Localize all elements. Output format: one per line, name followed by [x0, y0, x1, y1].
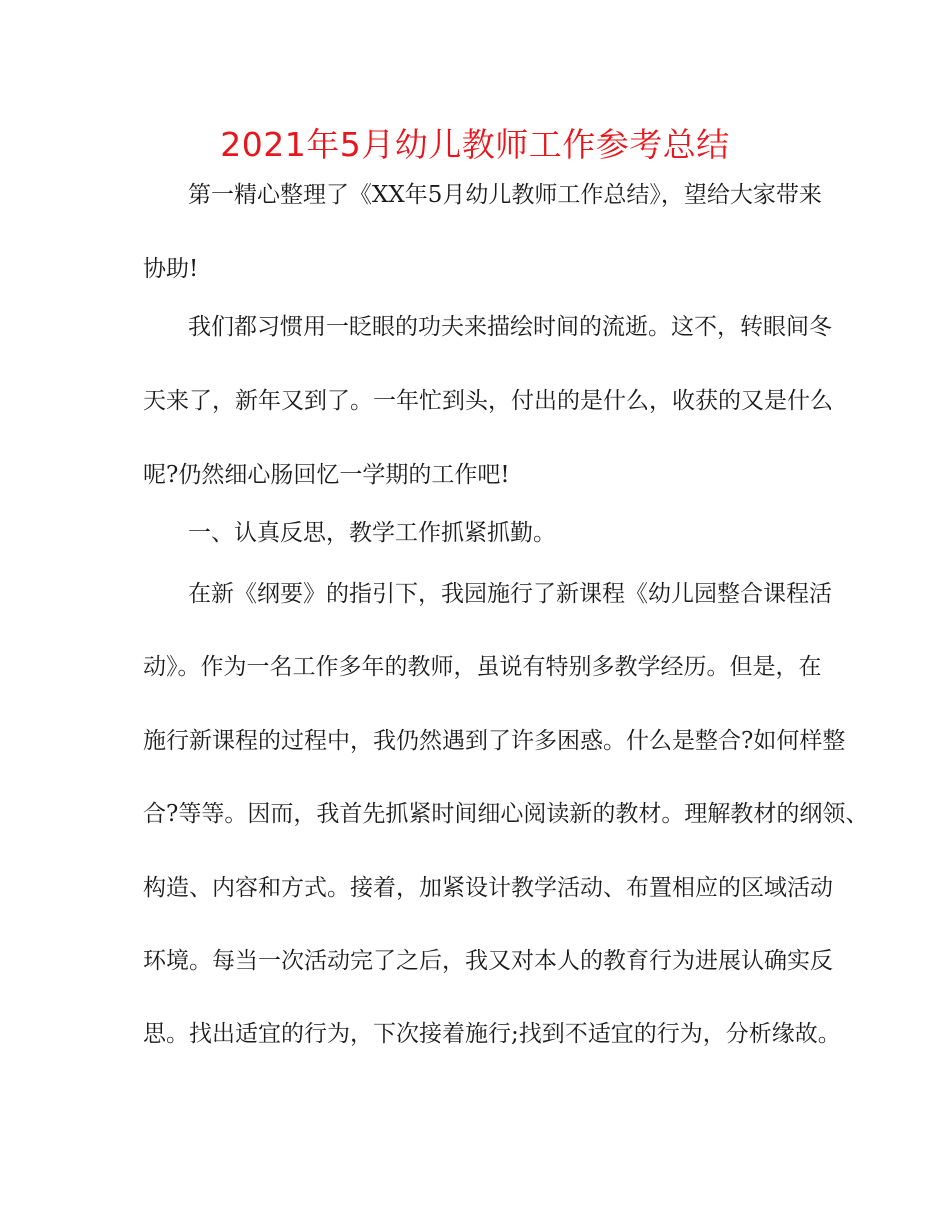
paragraph-line: 呢?仍然细心肠回忆一学期的工作吧!	[143, 462, 510, 488]
paragraph-line: 思。找出适宜的行为，下次接着施行;找到不适宜的行为，分析缘故。	[143, 1021, 841, 1047]
paragraph-line: 动》。作为一名工作多年的教师，虽说有特别多教学经历。但是，在	[143, 654, 822, 680]
paragraph-line: 协助!	[143, 256, 199, 282]
paragraph-line: 合?等等。因而，我首先抓紧时间细心阅读新的教材。理解教材的纲领、	[143, 801, 869, 827]
document-title: 2021年5月幼儿教师工作参考总结	[220, 125, 730, 164]
paragraph-line: 我们都习惯用一眨眼的功夫来描绘时间的流逝。这不，转眼间冬	[188, 314, 832, 340]
paragraph-line: 天来了，新年又到了。一年忙到头，付出的是什么，收获的又是什么	[143, 388, 833, 414]
section-heading: 一、认真反思，教学工作抓紧抓勤。	[188, 520, 556, 546]
paragraph-line: 第一精心整理了《XX年5月幼儿教师工作总结》，望给大家带来	[188, 182, 822, 208]
paragraph-line: 在新《纲要》的指引下，我园施行了新课程《幼儿园整合课程活	[188, 581, 832, 607]
paragraph-line: 构造、内容和方式。接着，加紧设计教学活动、布置相应的区域活动	[143, 875, 833, 901]
paragraph-line: 施行新课程的过程中，我仍然遇到了许多困惑。什么是整合?如何样整	[143, 728, 846, 754]
paragraph-line: 环境。每当一次活动完了之后，我又对本人的教育行为进展认确实反	[143, 948, 833, 974]
